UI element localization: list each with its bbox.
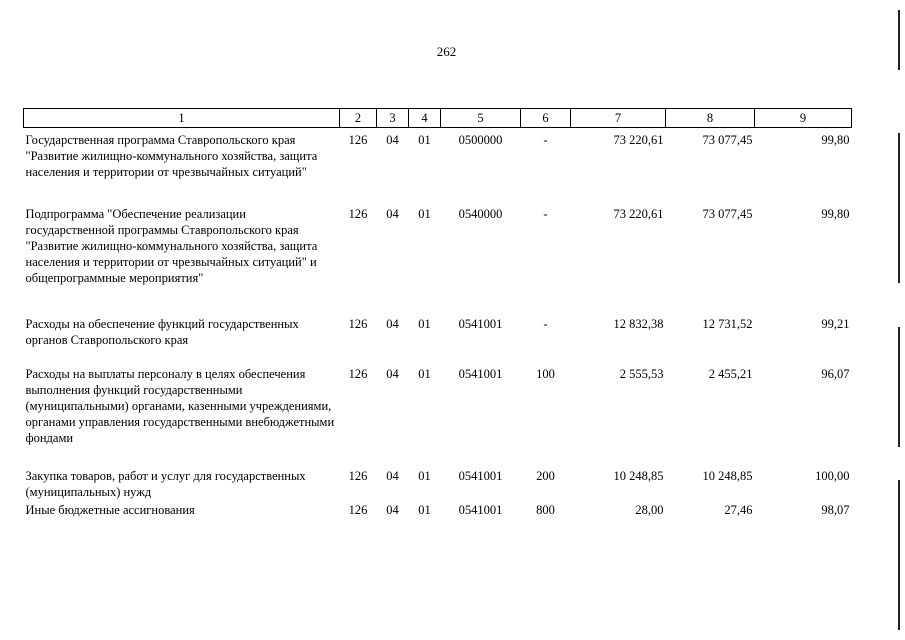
table-row bbox=[24, 128, 852, 207]
cell-plan: 28,00 bbox=[635, 503, 664, 517]
budget-table bbox=[23, 108, 852, 522]
scan-edge-marks bbox=[898, 0, 900, 640]
cell-section: 04 bbox=[386, 503, 399, 517]
column-header: 8 bbox=[666, 109, 755, 128]
cell-expense-type: 100 bbox=[536, 367, 555, 381]
table-row bbox=[24, 366, 852, 468]
cell-subsection: 01 bbox=[418, 469, 431, 483]
cell-expense-type: - bbox=[543, 207, 548, 221]
cell-plan: 73 220,61 bbox=[613, 207, 664, 221]
cell-section: 04 bbox=[386, 367, 399, 381]
column-header: 3 bbox=[377, 109, 409, 128]
cell-actual: 73 077,45 bbox=[702, 133, 753, 147]
column-header: 6 bbox=[521, 109, 571, 128]
cell-plan: 10 248,85 bbox=[613, 469, 664, 483]
row-name: Государственная программа Ставропольского края "Развитие жилищно-коммунального хозяйства, защита населения и территории от чрезвычайных ситуаций" bbox=[25, 133, 318, 179]
cell-actual: 73 077,45 bbox=[702, 207, 753, 221]
cell-expense-type: - bbox=[543, 317, 548, 331]
row-name: Закупка товаров, работ и услуг для государственных (муниципальных) нужд bbox=[25, 469, 306, 499]
cell-percent: 98,07 bbox=[821, 503, 850, 517]
cell-target-code: 0540000 bbox=[458, 207, 503, 221]
table-row bbox=[24, 206, 852, 316]
cell-percent: 100,00 bbox=[815, 469, 850, 483]
cell-section: 04 bbox=[386, 469, 399, 483]
cell-expense-type: 800 bbox=[536, 503, 555, 517]
row-name: Расходы на выплаты персоналу в целях обеспечения выполнения функций государственными (муниципальными) органами, казенными учреждениями, органами управления государственными внебюджетными фондами bbox=[25, 367, 335, 445]
cell-percent: 99,80 bbox=[821, 207, 850, 221]
cell-section: 04 bbox=[386, 133, 399, 147]
cell-target-code: 0541001 bbox=[458, 469, 503, 483]
cell-percent: 99,21 bbox=[821, 317, 850, 331]
cell-actual: 27,46 bbox=[724, 503, 753, 517]
table-row bbox=[24, 502, 852, 522]
row-name: Иные бюджетные ассигнования bbox=[25, 503, 195, 517]
row-name: Подпрограмма "Обеспечение реализации государственной программы Ставропольского края "Развитие жилищно-коммунального хозяйства, защита населения и территории от чрезвычайных ситуаций" и общепрограммные мероприятия" bbox=[25, 207, 318, 285]
table-row bbox=[24, 316, 852, 366]
cell-target-code: 0541001 bbox=[458, 367, 503, 381]
cell-percent: 96,07 bbox=[821, 367, 850, 381]
cell-plan: 12 832,38 bbox=[613, 317, 664, 331]
cell-target-code: 0500000 bbox=[458, 133, 503, 147]
column-header: 2 bbox=[340, 109, 377, 128]
cell-ministry-code: 126 bbox=[348, 367, 368, 381]
column-header: 4 bbox=[409, 109, 441, 128]
cell-ministry-code: 126 bbox=[348, 503, 368, 517]
row-name: Расходы на обеспечение функций государственных органов Ставропольского края bbox=[25, 317, 299, 347]
cell-ministry-code: 126 bbox=[348, 469, 368, 483]
cell-ministry-code: 126 bbox=[348, 207, 368, 221]
cell-ministry-code: 126 bbox=[348, 317, 368, 331]
cell-target-code: 0541001 bbox=[458, 503, 503, 517]
cell-subsection: 01 bbox=[418, 317, 431, 331]
cell-percent: 99,80 bbox=[821, 133, 850, 147]
cell-expense-type: - bbox=[543, 133, 548, 147]
table-header-row bbox=[24, 109, 852, 128]
column-header: 5 bbox=[441, 109, 521, 128]
page-number: 262 bbox=[436, 44, 457, 59]
cell-ministry-code: 126 bbox=[348, 133, 368, 147]
cell-expense-type: 200 bbox=[536, 469, 555, 483]
cell-plan: 2 555,53 bbox=[619, 367, 664, 381]
column-header: 9 bbox=[755, 109, 852, 128]
cell-actual: 2 455,21 bbox=[708, 367, 753, 381]
cell-target-code: 0541001 bbox=[458, 317, 503, 331]
cell-subsection: 01 bbox=[418, 207, 431, 221]
cell-actual: 12 731,52 bbox=[702, 317, 753, 331]
cell-subsection: 01 bbox=[418, 503, 431, 517]
cell-subsection: 01 bbox=[418, 367, 431, 381]
cell-section: 04 bbox=[386, 317, 399, 331]
table-row bbox=[24, 468, 852, 502]
cell-actual: 10 248,85 bbox=[702, 469, 753, 483]
cell-subsection: 01 bbox=[418, 133, 431, 147]
column-header: 1 bbox=[24, 109, 340, 128]
cell-section: 04 bbox=[386, 207, 399, 221]
column-header: 7 bbox=[571, 109, 666, 128]
cell-plan: 73 220,61 bbox=[613, 133, 664, 147]
